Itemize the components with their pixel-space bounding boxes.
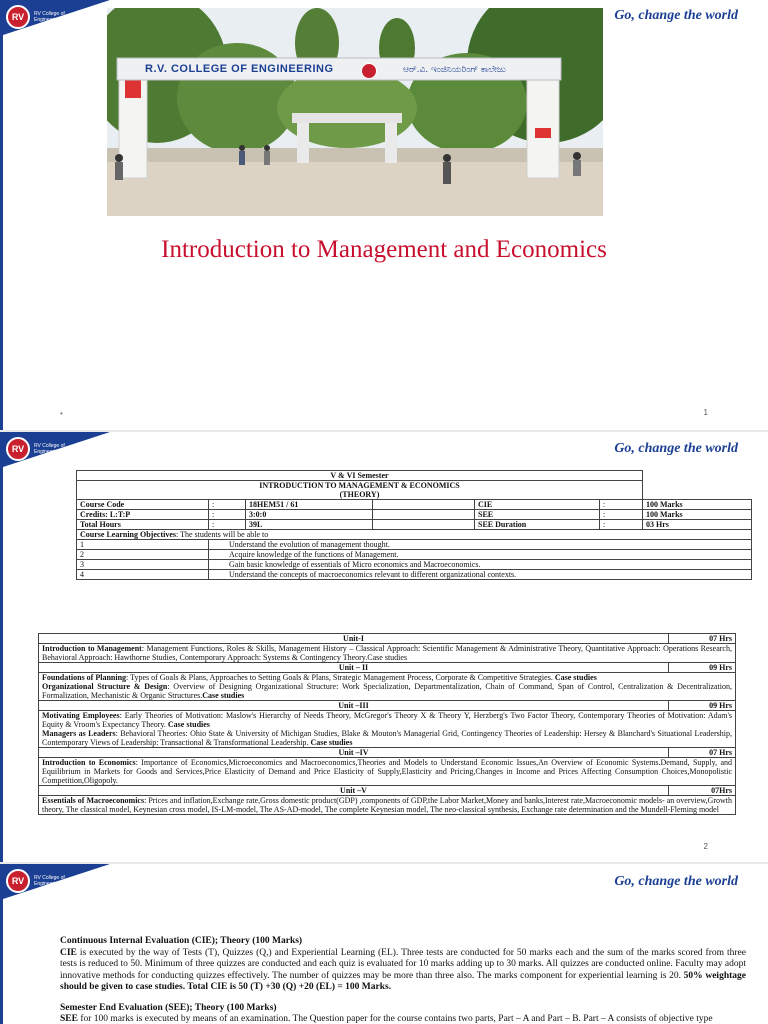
college-logo [6,437,76,461]
campus-gate-photo [107,8,603,216]
objective-number: 2 [77,550,209,560]
objective-number: 3 [77,560,209,570]
syllabus-units-table [38,633,736,815]
page-number: 2 [703,842,708,851]
section-tail: Case studies [554,673,597,682]
slide-1 [0,0,768,430]
info-label: SEE [475,510,600,520]
info-sep: : [600,520,643,530]
page-number: 1 [703,408,708,417]
tagline: Go, change the world [614,874,738,889]
info-row [77,520,752,530]
info-label: Credits: L:T:P [77,510,209,520]
unit-content [39,796,736,815]
info-sep: : [600,500,643,510]
info-row [77,500,752,510]
info-sep: : [209,510,246,520]
info-sep: : [209,500,246,510]
unit-header-row [39,701,736,711]
unit-content [39,758,736,786]
info-sep: : [209,520,246,530]
objective-text: Acquire knowledge of the functions of Management. [209,550,752,560]
objectives-heading-label: Course Learning Objectives [80,530,176,539]
unit-label: Unit –IV [39,748,669,758]
unit-label: Unit –III [39,701,669,711]
unit-hours: 07Hrs [669,786,736,796]
info-label: Total Hours [77,520,209,530]
cie-label: CIE [60,947,77,958]
unit-content-row [39,644,736,663]
gate-logo-icon [361,63,377,79]
logo-emblem-icon: RV [6,437,30,461]
tagline: Go, change the world [614,8,738,23]
section-heading: Managers as Leaders [42,729,116,738]
see-text: for 100 marks is executed by means of an examination. The Question paper for the course contains two parts, Part – A and Part – B. Part – A consists of objective type [77,1014,713,1024]
objective-row [77,560,752,570]
info-sep: : [600,510,643,520]
college-logo [6,869,76,893]
footer-mark: • [60,409,63,418]
unit-content-row [39,711,736,748]
section-heading: Introduction to Management [42,644,142,653]
unit-content-row [39,796,736,815]
unit-header-row [39,663,736,673]
see-label: SEE [60,1014,78,1024]
objective-text: Understand the evolution of management thought. [209,540,752,550]
section-text: : Overview of Designing Organizational Structure: Work Specialization, Departmentalization, Chain of Command, Span of Control, Centralization & Decentralization, Formalization, Mechanistic & Organic Structures. [42,682,732,700]
info-value: 100 Marks [643,510,752,520]
section-heading: Organizational Structure & Design [42,682,168,691]
tagline: Go, change the world [614,441,738,456]
unit-section [42,673,732,682]
section-heading: Foundations of Planning [42,673,127,682]
info-label: Course Code [77,500,209,510]
section-text: : Management Functions, Roles & Skills, Management History – Classical Approach: Scientific Management & Administrative Theory, Quantitative Approach: Operations Research, Behavioral Approach: Hawthorne Studies, Contemporary Approach: Systems & Contingency Theory. [42,644,732,662]
info-label: SEE Duration [475,520,600,530]
unit-section [42,758,732,785]
logo-text: RV College of Engineering ® [34,875,66,887]
objectives-intro: : The students will be able to [176,530,269,539]
objective-row [77,570,752,580]
unit-header-row [39,748,736,758]
section-text: : Early Theories of Motivation: Maslow's Hierarchy of Needs Theory, McGregor's Theory X & Theory Y, Herzberg's Two Factor Theory, Contemporary Theories of Motivation: Adam's Equity & Vroom's Expectancy Theory. [42,711,732,729]
info-value: 100 Marks [643,500,752,510]
unit-hours: 09 Hrs [669,663,736,673]
cie-heading: Continuous Internal Evaluation (CIE); Theory (100 Marks) [60,936,303,946]
unit-content [39,673,736,701]
unit-label: Unit – II [39,663,669,673]
cie-bold-tail: 50% weightage should be given to case studies. Total CIE is 50 (T) +30 (Q) +20 (EL) = 100 Marks. [60,970,746,992]
gate-sign-kannada: ಆರ್.ವಿ. ಇಂಜಿನಿಯರಿಂಗ್ ಕಾಲೇಜು [403,65,506,75]
unit-section [42,729,732,747]
section-tail: Case studies [202,691,245,700]
unit-content-row [39,758,736,786]
objective-text: Gain basic knowledge of essentials of Micro economics and Macroeconomics. [209,560,752,570]
section-text: : Behavioral Theories: Ohio State & University of Michigan Studies, Blake & Mouton's Managerial Grid, Contingency Theories of Leadership: Hersey & Blanchard's Situational Leadership, Contemporary Views of Leadership: Transactional & Transformational Leadership. [42,729,732,747]
logo-emblem-icon: RV [6,869,30,893]
unit-section [42,682,732,700]
objective-number: 4 [77,570,209,580]
slide-3 [0,864,768,1024]
info-value: 18HEM51 / 61 [246,500,373,510]
info-value: 39L [246,520,373,530]
course-title [77,481,643,500]
slide-left-border [0,0,3,430]
unit-section [42,711,732,729]
unit-section [42,796,732,814]
info-label: CIE [475,500,600,510]
unit-content [39,644,736,663]
section-heading: Introduction to Economics [42,758,136,767]
logo-emblem-icon: RV [6,5,30,29]
unit-label: Unit-I [39,634,669,644]
unit-content [39,711,736,748]
unit-hours: 09 Hrs [669,701,736,711]
section-text: : Types of Goals & Plans, Approaches to Setting Goals & Plans, Strategic Management Process, Corporate & Competitive Strategies. [126,673,555,682]
unit-hours: 07 Hrs [669,748,736,758]
section-heading: Motivating Employees [42,711,120,720]
info-value: 03 Hrs [643,520,752,530]
section-tail: Case studies [367,653,408,662]
course-title-text: INTRODUCTION TO MANAGEMENT & ECONOMICS [259,481,460,490]
presentation-title: Introduction to Management and Economics [161,236,607,263]
college-logo [6,5,76,29]
unit-label: Unit –V [39,786,669,796]
objectives-heading [77,530,752,540]
logo-text: RV College of Engineering ® [34,443,66,455]
section-heading: Essentials of Macroeconomics [42,796,145,805]
info-value: 3:0:0 [246,510,373,520]
objective-text: Understand the concepts of macroeconomics relevant to different organizational contexts. [209,570,752,580]
gate-sign-english: R.V. COLLEGE OF ENGINEERING [145,63,334,75]
unit-content-row [39,673,736,701]
objective-number: 1 [77,540,209,550]
info-row [77,510,752,520]
section-tail: Case studies [167,720,210,729]
see-heading: Semester End Evaluation (SEE); Theory (100 Marks) [60,1002,277,1013]
course-type-text: (THEORY) [339,490,380,499]
objective-row [77,550,752,560]
semester-label: V & VI Semester [77,471,643,481]
section-tail: Case studies [310,738,353,747]
unit-header-row [39,786,736,796]
unit-hours: 07 Hrs [669,634,736,644]
slide-2 [0,432,768,862]
course-info-table [76,470,752,580]
slide-left-border [0,432,3,862]
section-text: : Importance of Economics,Microeconomics and Macroeconomics,Theories and Models to Understand Economic Issues,An Overview of Economic Systems.Demand, Supply, and Equilibrium in Markets for Goods and Services,Price Elasticity of Demand and Price Elasticity of Supply,Elasticity and Pricing,Changes in Income and Prices Affecting Consumption Choices,Monopolistic Competition,Oligopoly. [42,758,732,785]
logo-text: RV College of Engineering ® [34,11,66,23]
cie-text: is executed by the way of Tests (T), Quizzes (Q,) and Experiential Learning (EL). Three tests are conducted for 50 marks each and the sum of the marks scored from three tests is reduced to 50. Minimum of three quizzes are conducted and each quiz is evaluated for 10 marks adding up to 30 marks. All quizzes are conducted online. Faculty may adopt innovative methods for conducting quizzes effectively. The number of quizzes may be more than three also. The marks component for experiential learning is 20. [60,947,746,981]
unit-section [42,644,732,662]
evaluation-text [60,936,746,1024]
objective-row [77,540,752,550]
unit-header-row [39,634,736,644]
section-text: : Prices and inflation,Exchange rate,Gross domestic product(GDP) ,components of GDP,the Labor Market,Money and banks,Interest rate,Macroeconomic models- an overview,Growth theory, The classical model, Keynesian cross model, IS-LM-model, The AS-AD-model, The complete Keynesian model, The neo-classical synthesis, Exchange rate determination and the Mundell-Fleming model [42,796,732,814]
